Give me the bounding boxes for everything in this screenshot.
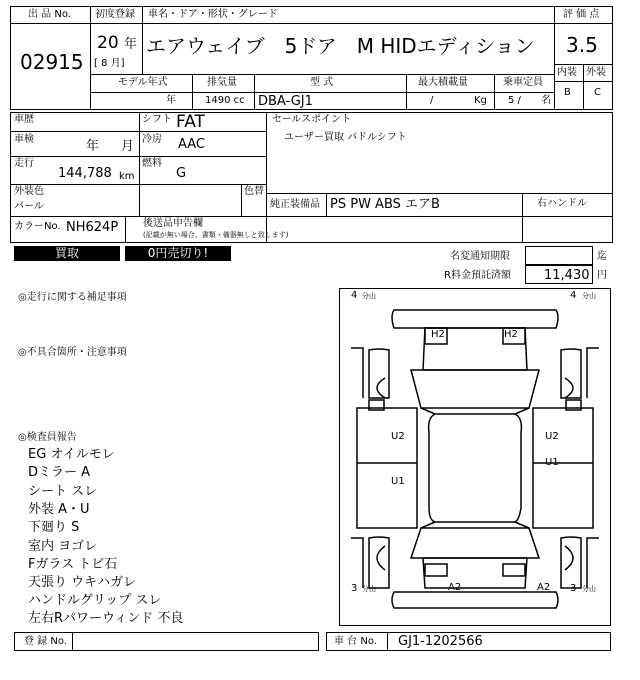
divider xyxy=(326,193,327,216)
recycle-label: R料金預託済額 xyxy=(444,270,511,281)
damage-mark: U2 xyxy=(545,431,559,442)
name-change-label: 名変通知期限 xyxy=(450,251,510,262)
delivery-label: 後送品申告欄 xyxy=(143,218,203,229)
car-name: エアウェイブ 5ドア M HIDエディション xyxy=(146,34,535,58)
divider xyxy=(90,6,91,110)
defects-title: ◎不具合箇所・注意事項 xyxy=(18,347,127,358)
capacity-label: 乗車定員 xyxy=(503,77,543,88)
grade-label: 評 価 点 xyxy=(563,9,600,20)
max-load-label: 最大積載量 xyxy=(418,77,468,88)
divider xyxy=(554,6,555,110)
exterior-color-label: 外装色 xyxy=(14,186,44,197)
divider xyxy=(254,74,255,110)
sales-point-label: セールスポイント xyxy=(272,114,352,125)
exterior-grade: C xyxy=(594,87,601,98)
model-year-unit: 年 xyxy=(166,95,176,106)
recycle-unit: 円 xyxy=(597,270,607,281)
divider xyxy=(192,74,193,110)
divider xyxy=(142,6,143,74)
inspector-item: 室内 ヨゴレ xyxy=(28,539,98,554)
rear-left-tire: 3 xyxy=(351,583,358,594)
divider xyxy=(10,156,266,157)
color-no-label: カラーNo. xyxy=(14,221,61,232)
divider xyxy=(72,632,73,651)
max-load-slash: / xyxy=(430,95,434,106)
max-load-unit: Kg xyxy=(474,95,487,106)
divider xyxy=(406,74,407,110)
inspector-item: 左右Rパワーウィンド 不良 xyxy=(28,611,184,626)
type-label: 型 式 xyxy=(310,77,334,88)
chassis-number: GJ1-1202566 xyxy=(398,634,483,649)
car-name-label: 車名・ドア・形状・グレード xyxy=(148,9,278,20)
recycle-amount: 11,430 xyxy=(544,268,590,283)
damage-mark: U1 xyxy=(545,457,559,468)
divider xyxy=(10,23,613,24)
capacity-unit: 名 xyxy=(541,95,551,106)
reg-year: 20 xyxy=(97,33,119,53)
equipment: PS PW ABS エアB xyxy=(330,197,440,212)
front-right-tire-unit: 分山 xyxy=(582,292,596,300)
inspector-item: ハンドルグリップ スレ xyxy=(28,593,162,608)
car-diagram-drawing xyxy=(339,288,611,626)
year-unit: 年 xyxy=(124,37,138,52)
type-value: DBA-GJ1 xyxy=(258,94,313,109)
steering: 右ハンドル xyxy=(537,198,587,209)
repaint-label: 色替 xyxy=(244,186,264,197)
ac-value: AAC xyxy=(178,137,205,152)
interior-grade: B xyxy=(564,87,571,98)
driving-notes-title: ◎走行に関する補足事項 xyxy=(18,292,127,303)
damage-mark: U2 xyxy=(391,431,405,442)
color-no: NH624P xyxy=(66,220,119,235)
divider xyxy=(241,184,242,216)
divider xyxy=(266,112,267,243)
sales-point: ユーザー買取 パドルシフト xyxy=(284,132,407,143)
front-left-tire: 4 xyxy=(351,290,358,301)
front-right-tire: 4 xyxy=(570,290,577,301)
divider xyxy=(90,92,554,93)
damage-mark: A2 xyxy=(448,582,462,593)
inspector-item: 天張り ウキハガレ xyxy=(28,575,137,590)
equipment-label: 純正装備品 xyxy=(270,199,320,210)
displacement: 1490 cc xyxy=(205,95,245,106)
inspection-year: 年 xyxy=(86,139,100,154)
capacity: 5 / xyxy=(508,95,521,106)
inspector-item: EG オイルモレ xyxy=(28,447,115,462)
name-change-box xyxy=(525,246,593,265)
inspector-item: シート スレ xyxy=(28,484,98,499)
divider xyxy=(522,216,523,243)
rear-right-tire-unit: 分山 xyxy=(582,585,596,593)
divider xyxy=(387,632,388,651)
divider xyxy=(139,112,140,216)
inspector-item: Fガラス トビ石 xyxy=(28,557,118,572)
exterior-label: 外装 xyxy=(586,67,606,78)
divider xyxy=(583,64,584,110)
purchase-tag: 買取 xyxy=(14,246,120,261)
front-left-tire-unit: 分山 xyxy=(362,292,376,300)
displacement-label: 排気量 xyxy=(207,77,237,88)
divider xyxy=(125,216,126,243)
lot-label: 出 品 No. xyxy=(28,9,71,20)
damage-mark: A2 xyxy=(537,582,551,593)
rear-left-tire-unit: 分山 xyxy=(362,585,376,593)
divider xyxy=(10,131,266,132)
rear-right-tire: 3 xyxy=(570,583,577,594)
chassis-label: 車 台 No. xyxy=(334,636,377,647)
reg-month: [ 8 月] xyxy=(94,58,125,69)
divider xyxy=(90,74,554,75)
delivery-note: (記載が無い場合、書類・備器無しと致します) xyxy=(143,231,289,239)
inspector-item: 外装 A・U xyxy=(28,502,90,517)
mileage-label: 走行 xyxy=(14,158,34,169)
inspection-month: 月 xyxy=(121,139,135,154)
inspector-item: 下廻り S xyxy=(28,520,80,535)
mileage-unit: km xyxy=(119,171,135,182)
fuel-value: G xyxy=(176,166,187,181)
name-change-unit: 迄 xyxy=(597,251,607,262)
ac-label: 冷房 xyxy=(142,134,162,145)
damage-mark: H2 xyxy=(431,329,445,340)
zero-yen-tag: 0円売切り! xyxy=(125,246,231,261)
lot-number: 02915 xyxy=(20,50,84,74)
divider xyxy=(522,193,523,216)
model-year-label: モデル年式 xyxy=(118,77,168,88)
divider xyxy=(10,184,266,185)
mileage-value: 144,788 xyxy=(58,166,112,181)
divider xyxy=(494,74,495,110)
inspector-item: Dミラー A xyxy=(28,465,91,480)
first-reg-label: 初度登録 xyxy=(95,9,135,20)
inspection-label: 車検 xyxy=(14,134,34,145)
damage-mark: U1 xyxy=(391,476,405,487)
inspector-title: ◎検査員報告 xyxy=(18,432,77,443)
fuel-label: 燃料 xyxy=(142,158,162,169)
history-label: 車歴 xyxy=(14,114,34,125)
shift-value: FAT xyxy=(176,112,205,132)
reg-no-label: 登 録 No. xyxy=(24,636,67,647)
grade-score: 3.5 xyxy=(566,33,598,57)
exterior-color: パール xyxy=(14,201,44,212)
shift-label: シフト xyxy=(142,114,172,125)
divider xyxy=(266,193,613,194)
damage-mark: H2 xyxy=(504,329,518,340)
interior-label: 内装 xyxy=(557,67,577,78)
